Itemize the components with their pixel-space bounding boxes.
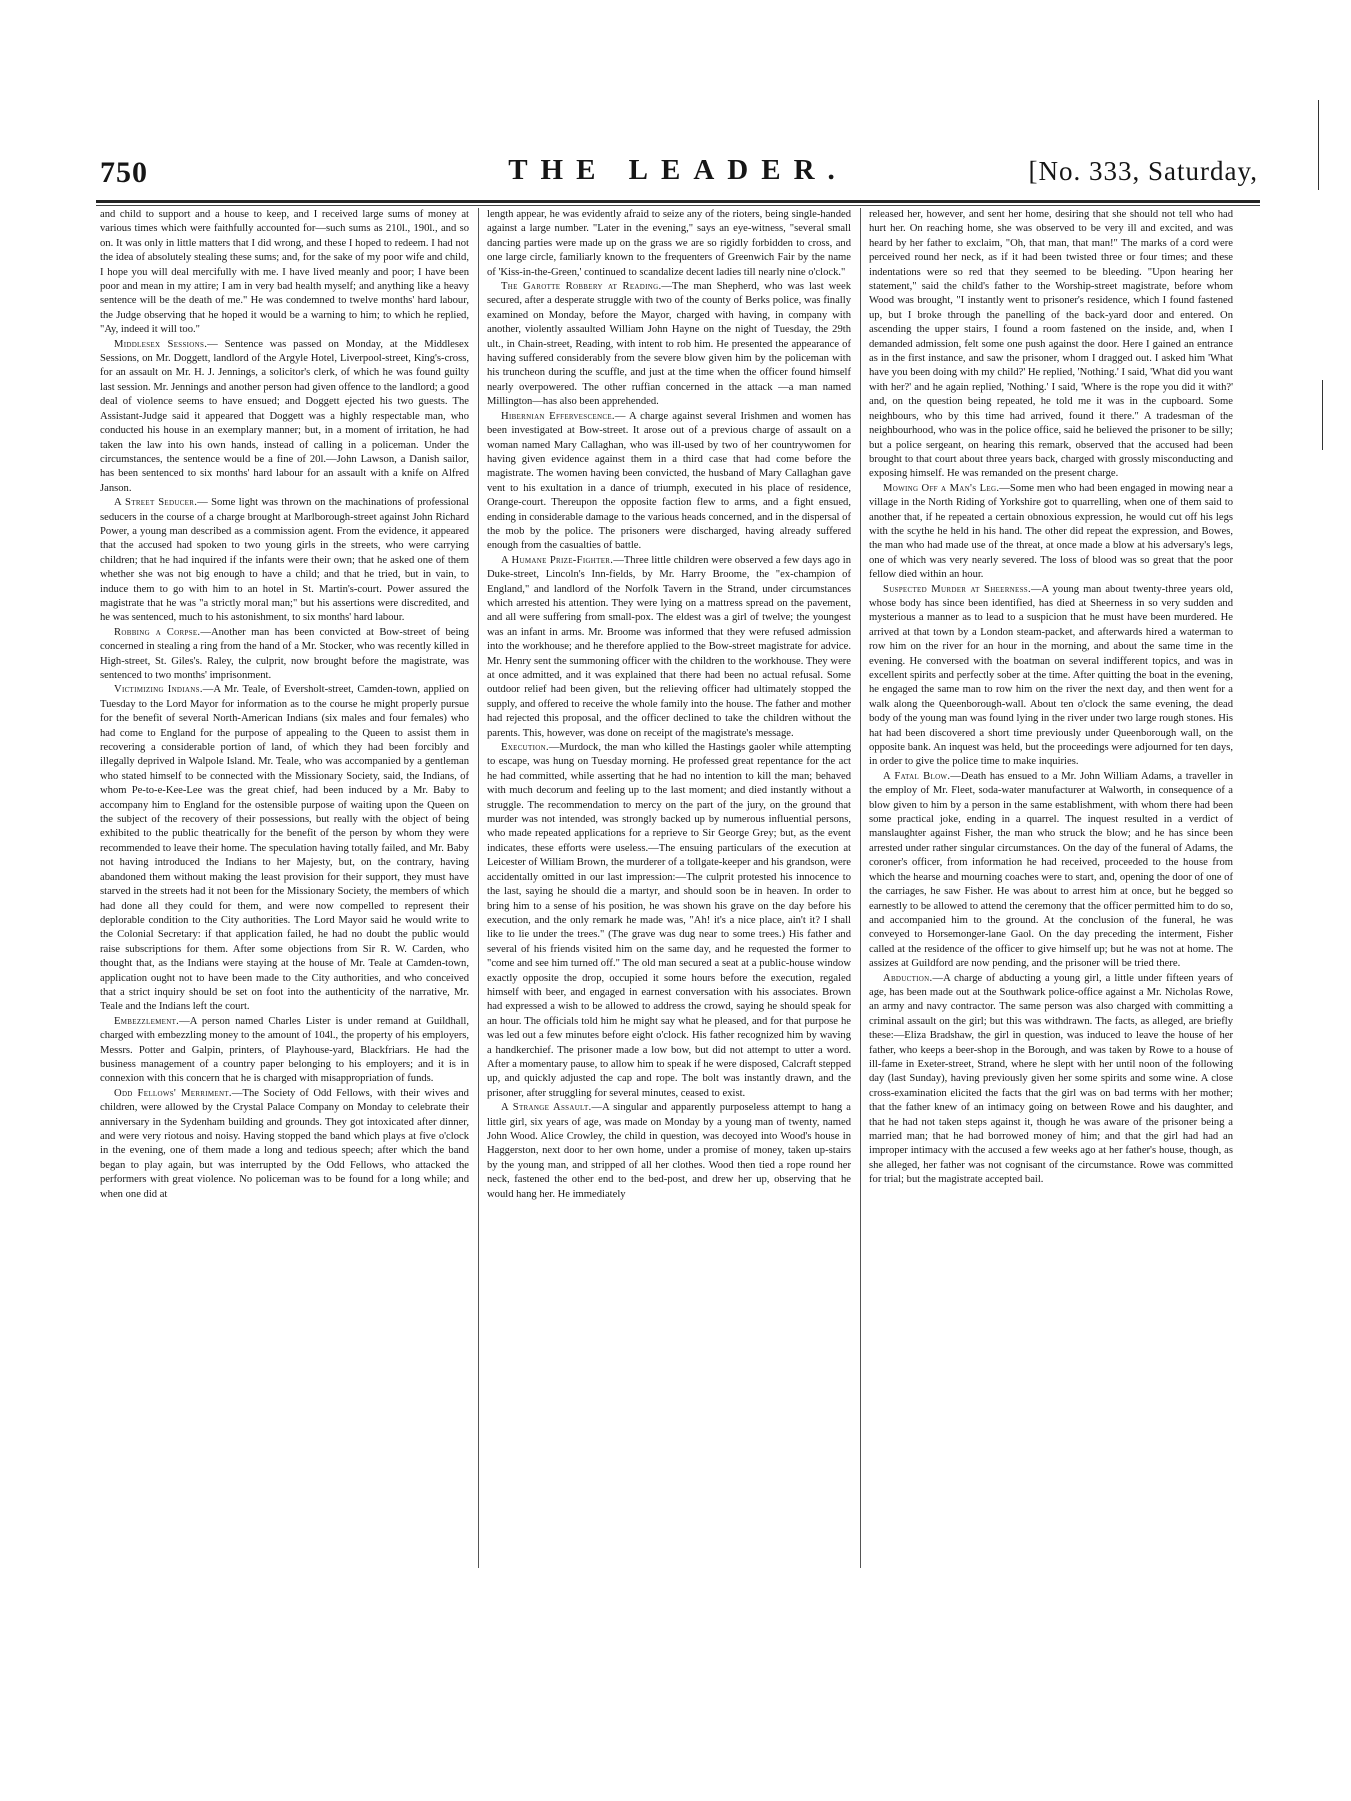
article-columns bbox=[96, 208, 1260, 1568]
article-text: and child to support and a house to keep, and I received large sums of money at various times which were faithfully accounted for—such sums as 210l., 190l., and so on. It was only in little matters that I did wrong, and these I hoped to redeem. I had not the idea of absolutely stealing these sums; and, for the sake of my poor wife and child, I hope you will deal mercifully with me. I have lived meanly and poor; I have been poor and mean in my attire; I am in very bad health myself; and anything like a heavy sentence will be the death of me." He was condemned to twelve months' hard labour, the Judge observing that he hoped it would be a warning to him; to which he replied, "Ay, indeed it will too." bbox=[100, 209, 469, 336]
column-3 bbox=[860, 208, 1237, 1568]
issue-label: [No. 333, Saturday, bbox=[1028, 156, 1258, 186]
article-text: —The Society of Odd Fellows, with their wives and children, were allowed by the Crystal Palace Company on Monday to celebrate their anniversary in the Sydenham building and grounds. They got intoxicated after dinner, and were very riotous and noisy. Having stopped the band which plays at five o'clock in the evening, one of them made a long and tedious speech; after which the band began to play again, but was interrupted by the Odd Fellows, who attacked the performers with great violence. No policeman was to be found for a long while; and when one did at bbox=[100, 1087, 469, 1200]
article-text: — Sentence was passed on Monday, at the Middlesex Sessions, on Mr. Doggett, landlord of the Argyle Hotel, Liverpool-street, King's-cross, for an assault on Mr. H. J. Jennings, a solicitor's clerk, of which he was found guilty last session. Mr. Jennings and another person had given offence to the landlord; a good deal of violence seems to have ensued; and Doggett ejected his two guests. The Assistant-Judge said it appeared that Doggett was a highly respectable man, who conducted his house in an exemplary manner; but, in a moment of irritation, he had taken the law into his own hands, instead of calling in a policeman. Under the circumstances, the sentence would be a fine of 20l.—John Lawson, a Danish sailor, has been sentenced to six months' hard labour for an assault with a knife on Alfred Janson. bbox=[100, 338, 469, 494]
article-paragraph bbox=[869, 208, 1233, 482]
article-paragraph bbox=[869, 770, 1233, 972]
page-number: 750 bbox=[100, 156, 148, 189]
column-1 bbox=[96, 208, 473, 1568]
article-paragraph bbox=[100, 338, 469, 496]
article-text: released her, however, and sent her home, desiring that she should not tell who had hurt her. On reaching home, she was observed to be very ill and excited, and was heard by her father to exclaim, "Oh, that man, that man!" The marks of a cord were perceived round her neck, as if it had been twisted three or four times; and these indentations were so red that they seemed to be bleeding. "Upon hearing her statement," said the child's father to the Worship-street magistrate, before whom Wood was brought, "I instantly went to prisoner's residence, which I found fastened up, but I broke through the panelling of the back-yard door and entered. On ascending the upper stairs, I found a room fastened on the inside, and, when I demanded admission, felt some one push against the door. Here I gained an entrance as in the first instance, and saw the prisoner, whom I dragged out. I asked him 'What have you been doing with my child?' He replied, 'Nothing.' I said, 'What did you want with her?' and he again replied, 'Nothing.' I said, 'Where is the rope you did it with?' and, on the question being repeated, he told me it was in the cupboard. Some neighbours, who by this time had arrived, found it there." A tradesman of the neighbourhood, who was in the police office, said he believed the prisoner to be silly; but a police sergeant, on hearing this remark, observed that the accused had been brought to that court about three years back, charged with grossly misconducting and exposing himself. He was remanded on the present charge. bbox=[869, 209, 1233, 480]
article-paragraph bbox=[100, 683, 469, 1014]
article-text: —A singular and apparently purposeless attempt to hang a little girl, six years of age, was made on Monday by a young man of twenty, named John Wood. Alice Crowley, the child in question, was decoyed into Wood's house in Haggerston, next door to her own home, under a promise of money, taken up-stairs by the young man, and stripped of all her clothes. Wood then tied a rope round her neck, fastened the other end to the bed-post, and drew her up, observing that he would hang her. He immediately bbox=[487, 1102, 852, 1200]
article-heading: Robbing a Corpse. bbox=[114, 626, 201, 638]
article-paragraph bbox=[869, 583, 1233, 770]
article-text: — A charge against several Irishmen and women has been investigated at Bow-street. It arose out of a previous charge of assault on a woman named Mary Callaghan, who was ill-used by two of her countrywomen for having given evidence against them in a third case that had come before the magistrate. The women having been convicted, the husband of Mary Callaghan gave vent to his exultation in a dance of triumph, executed in his place of residence, Orange-court. Thereupon the opposite faction flew to arms, and a fight ensued, ending in considerable damage to the various heads concerned, and in the dispersal of the mob by the police. The prisoners were discharged, having already suffered enough from the casualties of battle. bbox=[487, 410, 851, 552]
article-paragraph bbox=[487, 410, 851, 554]
article-paragraph bbox=[869, 972, 1233, 1188]
article-paragraph bbox=[100, 1015, 469, 1087]
article-heading: Embezzlement. bbox=[114, 1015, 180, 1027]
article-paragraph bbox=[100, 626, 469, 684]
article-heading: Hibernian Effervescence. bbox=[501, 410, 615, 422]
article-heading: Odd Fellows' Merriment. bbox=[114, 1087, 232, 1099]
article-paragraph bbox=[487, 741, 851, 1101]
article-paragraph bbox=[487, 554, 851, 741]
article-text: —Three little children were observed a few days ago in Duke-street, Lincoln's Inn-fields, by Mr. Harry Broome, the "ex-champion of England," and landlord of the Norfolk Tavern in the Strand, under circumstances which arrested his attention. They were lying on a mattress spread on the pavement, and all were suffering from small-pox. The eldest was a girl of twelve; the youngest was an infant in arms. Mr. Broome was informed that they were refused admission into the workhouse; and he therefore applied to the Bow-street magistrate for advice. Mr. Henry sent the summoning officer with the children to the workhouse. They were at once admitted, and it was explained that there had been no actual refusal. Some outdoor relief had been given, but the relieving officer had ultimately stopped the supply, and offered to receive the whole family into the house. The father and mother had rejected this proposal, and the officer declined to take the children without the parents. This, however, was done on receipt of the magistrate's message. bbox=[487, 554, 851, 739]
article-paragraph bbox=[100, 496, 469, 626]
article-text: —Death has ensued to a Mr. John William Adams, a traveller in the employ of Mr. Fleet, soda-water manufacturer at Walworth, in consequence of a blow given to him by a person in the same establishment, with whom there had been some practical joke, ending in a quarrel. The inquest resulted in a verdict of manslaughter against Fisher, the man who struck the blow; and he has since been arrested under rather singular circumstances. On the day of the funeral of Adams, the coroner's officer, from information he had received, proceeded to the house from which the hearse and mourning coaches were to start, and, opening the door of one of the carriages, he saw Fisher. He was about to arrest him at once, but he begged so earnestly to be allowed to attend the ceremony that the officer permitted him to do so, and accompanied him to the ground. At the conclusion of the funeral, he was conveyed to Horsemonger-lane Gaol. On the day preceding the interment, Fisher called at the residence of the officer to give himself up; but he was not at home. The assizes at Guildford are now pending, and the prisoner will be tried there. bbox=[869, 770, 1233, 970]
article-heading: Mowing Off a Man's Leg. bbox=[883, 482, 1000, 494]
article-text: —A young man about twenty-three years old, whose body has since been identified, has died at Sheerness in so very sudden and mysterious a manner as to lead to a suspicion that he must have been murdered. He arrived at that town by a London steam-packet, and afterwards hired a waterman to row him on the river for an hour in the morning, and about the same time in the evening. He conversed with the boatman on several indifferent topics, and was in excellent spirits and perfectly sober at the time. After quitting the boat in the evening, he engaged the same man to row him on the river the next day, and then went for a walk along the Queenborough-wall. About ten o'clock the same evening, the dead body of the young man was found lying in the river under two large rough stones. His hat had been discovered a short time previously under Queenborough wall, on the opposite bank. An inquest was held, but the proceedings were adjourned for ten days, in order to give the police time to make inquiries. bbox=[869, 583, 1233, 768]
article-heading: A Street Seducer. bbox=[114, 497, 198, 509]
article-heading: Execution. bbox=[501, 742, 549, 754]
article-heading: A Humane Prize-Fighter. bbox=[501, 554, 614, 566]
article-paragraph bbox=[487, 1101, 851, 1202]
article-heading: Abduction. bbox=[883, 972, 933, 984]
article-heading: The Garotte Robbery at Reading. bbox=[501, 281, 662, 293]
article-heading: Victimizing Indians. bbox=[114, 684, 203, 696]
article-text: — Some light was thrown on the machinations of professional seducers in the course of a charge brought at Marlborough-street against John Richard Power, a young man described as a commission agent. From the evidence, it appeared that the accused had spoken to two young girls in the streets, who were carrying children; that he had inquired if the infants were their own; that he asked one of them whether she was not big enough to have a child; and that he tried, but in vain, to induce them to go with him to an hotel in St. Martin's-court. Power assured the magistrate that he was "a strictly moral man;" but his assertions were discredited, and he was sentenced, much to his astonishment, to six months' hard labour. bbox=[100, 497, 469, 624]
article-text: —Some men who had been engaged in mowing near a village in the North Riding of Yorkshire got to quarrelling, when one of them said to another that, if he repeated a certain obnoxious expression, he would cut off his legs with the scythe he held in his hand. The other did repeat the expression, and Bowes, the man who had made use of the threat, at once made a blow at his adversary's legs, one of which was very nearly severed. The loss of blood was so great that the poor fellow died within an hour. bbox=[869, 482, 1234, 581]
article-text: length appear, he was evidently afraid to seize any of the rioters, being single-handed against a large number. "Later in the evening," says an eye-witness, "several small dancing parties were made up on the grass we are so rigidly forbidden to cross, and one large circle, familiarly known to the frequenters of Greenwich Fair by the name of 'Kiss-in-the-Green,' continued to scandalize decent ladies till nearly nine o'clock." bbox=[487, 209, 851, 278]
article-text: —A Mr. Teale, of Eversholt-street, Camden-town, applied on Tuesday to the Lord Mayor for information as to the course he might properly pursue for the benefit of several North-American Indians (six males and four females) who had come to England for the purpose of appealing to the Queen to assist them in recovering a considerable portion of land, of which they had been forcibly and illegally deprived in Walpole Island. Mr. Teale, who was accompanied by a gentleman who stated himself to be connected with the Missionary Society, said, the Indians, of whom Pe-to-e-Kee-Lee was the great chief, had been induced by a Mr. Baby to accompany him to England for the ostensible purpose of waiting upon the Queen on the subject of the recovery of their possessions, but really with the object of being exhibited to the public theatrically for the benefit of the person by whom they were recommended to leave their home. The speculation having totally failed, and Mr. Baby not having introduced the Indians to her Majesty, but, on the contrary, having abandoned them without making the least provision for their support, they must have starved in the streets had it not been for the Missionary Society, the members of which had done all they could for them, and were now compelled to represent their deplorable condition to the City authorities. The Lord Mayor said he would write to the Colonial Secretary: if that application failed, he had no doubt the public would raise subscriptions for them. After some objections from Sir R. W. Carden, who thought that, as the Indians were staying at the house of Mr. Teale at Camden-town, application ought not to have been made to the City authorities, and who conceived that a strict inquiry should be set on foot into the authenticity of the narrative, Mr. Teale and the Indians left the court. bbox=[100, 684, 469, 1013]
article-text: —Another man has been convicted at Bow-street of being concerned in stealing a ring from the hand of a Mr. Stocker, who was recently killed in High-street, St. Giles's. Raley, the culprit, now brought before the magistrate, was sentenced to two months' imprisonment. bbox=[100, 626, 469, 681]
scan-edge-mark bbox=[1322, 380, 1323, 450]
article-text: —The man Shepherd, who was last week secured, after a desperate struggle with two of the county of Berks police, was finally examined on Monday, before the Mayor, charged with having, in company with another, violently assaulted William John Hayne on the night of Tuesday, the 29th ult., in Chain-street, Reading, with intent to rob him. He presented the appearance of having suffered considerably from the severe blow given him by the policeman with his truncheon during the scuffle, and just at the time when the officer found himself nearly overpowered. The other ruffian concerned in the attack —a man named Millington—has also been apprehended. bbox=[487, 281, 851, 408]
article-paragraph bbox=[869, 482, 1233, 583]
masthead-rule-thin bbox=[96, 205, 1260, 206]
article-heading: Middlesex Sessions. bbox=[114, 338, 208, 350]
article-paragraph bbox=[100, 1087, 469, 1202]
article-paragraph bbox=[487, 208, 851, 280]
article-paragraph bbox=[100, 208, 469, 338]
article-heading: A Fatal Blow. bbox=[883, 770, 951, 782]
masthead-rule bbox=[96, 200, 1260, 203]
article-heading: Suspected Murder at Sheerness. bbox=[883, 583, 1031, 595]
masthead bbox=[96, 150, 1260, 194]
article-text: —Murdock, the man who killed the Hastings gaoler while attempting to escape, was hung on Tuesday morning. He professed great repentance for the act he had committed, while asserting that he had no intention to kill the man; behaved with much decorum and feeling up to the last moment; and died instantly without a struggle. The recommendation to mercy on the part of the jury, on the ground that murder was not intended, was strongly backed up by numerous influential persons, who made repeated applications for a reprieve to Sir George Grey; but, as the event indicates, these efforts were useless.—The ensuing particulars of the execution at Leicester of William Brown, the murderer of a tollgate-keeper and his grandson, were accidentally omitted in our last impression:—The culprit protested his innocence to the last, saying he should die a martyr, and should soon be in heaven. In order to bring him to a sense of his position, he was shown his grave on the day before his execution, and the only remark he made was, "Ah! it's a nice place, ain't it? I shall like to lie under the trees." (The grave was dug near to some trees.) His father and several of his friends visited him on the same day, and he requested the former to "come and see him turned off." The old man secured a seat at a public-house window exactly opposite the drop, occupied it some hours before the execution, regaled himself with beer, and engaged in earnest conversation with his associates. Brown had expressed a wish to be allowed to address the crowd, saying he should speak for an hour. The officials told him he might say what he pleased, and for that purpose he was led out a few minutes before eight o'clock. His father recognized him by waving a handkerchief. The prisoner made a low bow, but did not attempt to utter a word. After a momentary pause, to allow him to speak if he were disposed, Calcraft stepped up, and quickly adjusted the cap and rope. The bolt was instantly drawn, and the prisoner, after struggling for several minutes, ceased to exist. bbox=[487, 742, 851, 1099]
column-2 bbox=[478, 208, 855, 1568]
newspaper-title: THE LEADER. bbox=[508, 154, 848, 186]
article-paragraph bbox=[487, 280, 851, 410]
scan-edge-mark bbox=[1318, 100, 1319, 190]
article-text: —A person named Charles Lister is under remand at Guildhall, charged with embezzling money to the amount of 104l., the property of his employers, Messrs. Potter and Galpin, printers, of Playhouse-yard, Blackfriars. He had the business management of a country paper belonging to his employers; and it is in connexion with this concern that he is charged with misappropriation of funds. bbox=[100, 1015, 469, 1085]
newspaper-page bbox=[96, 150, 1260, 1568]
article-text: —A charge of abducting a young girl, a little under fifteen years of age, has been made out at the Southwark police-office against a Mr. Nicholas Rowe, an army and navy contractor. The same person was also charged with committing a criminal assault on the girl; but this was withdrawn. The facts, as alleged, are briefly these:—Eliza Bradshaw, the girl in question, was induced to leave the house of her father, who keeps a beer-shop in the Borough, and was taken by Rowe to a house of ill-fame in Exeter-street, Strand, where he slept with her until noon of the following day (last Sunday), having previously given her some spirits and some wine. A close cross-examination elicited the facts that the girl was on bad terms with her mother; that the father knew of an intimacy going on between Rowe and his daughter, and that he had not taken steps against it, though he was aware of the prisoner being a married man; that he had borrowed money of him; and that the girl had had an improper intimacy with the accused a few weeks ago at her father's house, though, as she alleged, her father was not cognisant of the circumstance. Rowe was committed for trial; but the magistrate accepted bail. bbox=[869, 972, 1233, 1186]
article-heading: A Strange Assault. bbox=[501, 1102, 592, 1114]
